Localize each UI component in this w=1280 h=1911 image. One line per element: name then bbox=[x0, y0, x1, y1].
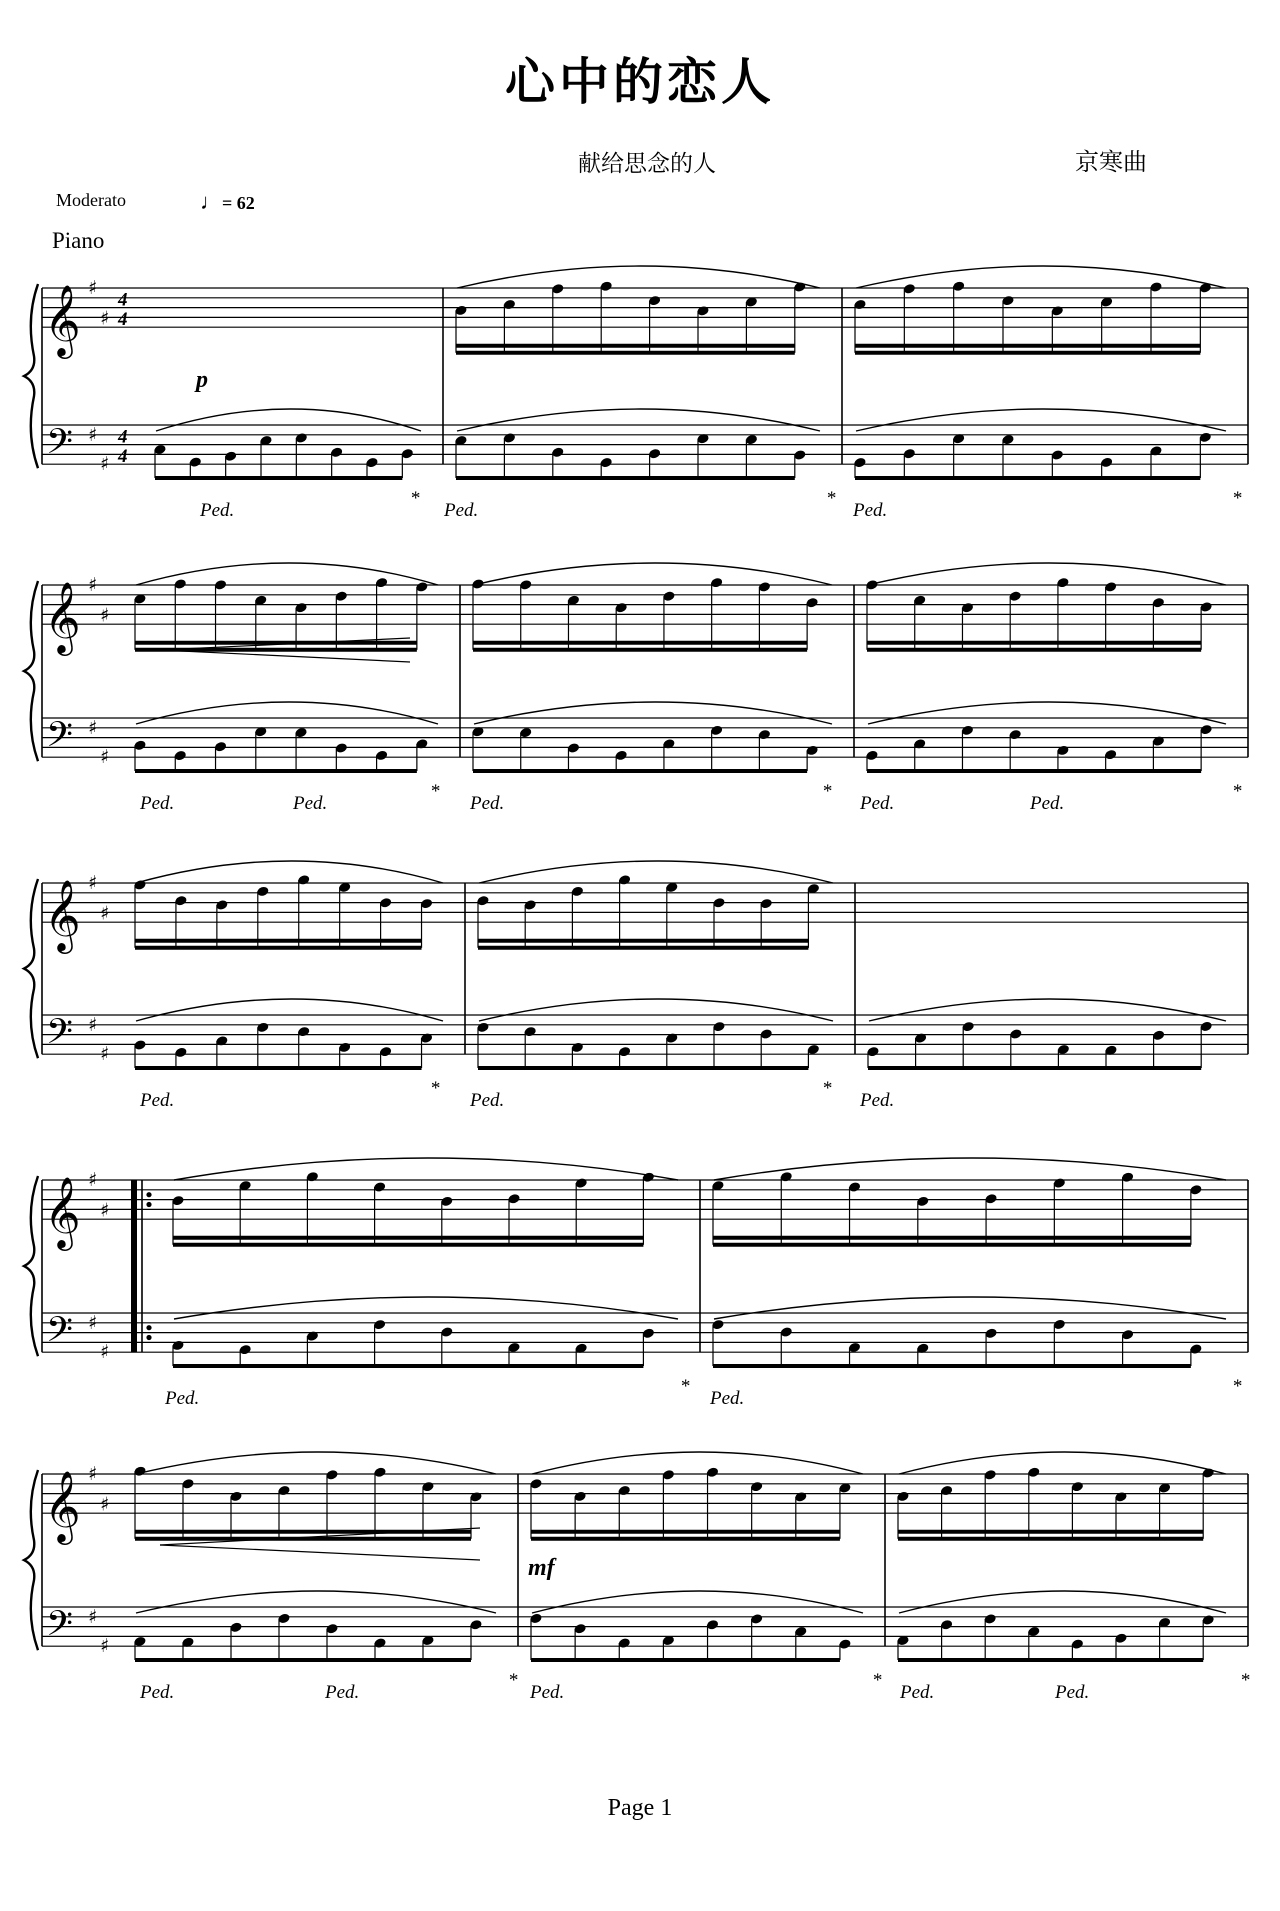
sharp-icon: ♯ bbox=[100, 307, 110, 330]
treble-clef-icon: 𝄞 bbox=[44, 878, 81, 952]
pedal-down-mark: Ped. bbox=[530, 1682, 565, 1704]
pedal-down-mark: Ped. bbox=[444, 500, 479, 522]
pedal-down-mark: Ped. bbox=[325, 1682, 360, 1704]
bass-clef-icon: 𝄢 bbox=[46, 1309, 74, 1359]
sharp-icon: ♯ bbox=[88, 716, 98, 739]
sharp-icon: ♯ bbox=[88, 872, 98, 894]
pedal-down-mark: Ped. bbox=[293, 793, 328, 815]
dedication: 献给思念的人 bbox=[578, 151, 716, 177]
pedal-down-mark: Ped. bbox=[200, 500, 235, 522]
pedal-up-mark: * bbox=[1232, 488, 1242, 510]
pedal-up-mark: * bbox=[822, 781, 832, 803]
pedal-down-mark: Ped. bbox=[140, 1090, 175, 1112]
pedal-down-mark: Ped. bbox=[1030, 793, 1065, 815]
sharp-icon: ♯ bbox=[100, 453, 110, 476]
grand-staff-brace bbox=[24, 1176, 38, 1356]
sharp-icon: ♯ bbox=[88, 1463, 98, 1485]
metronome-mark: ♩= 62 bbox=[200, 189, 255, 214]
sharp-icon: ♯ bbox=[100, 1341, 110, 1364]
quarter-rest-icon: 𝄽 bbox=[600, 298, 601, 299]
pedal-up-mark: * bbox=[430, 781, 440, 803]
grand-staff-brace bbox=[24, 1470, 38, 1650]
pedal-up-mark: * bbox=[430, 1078, 440, 1100]
bass-clef-icon: 𝄢 bbox=[46, 421, 74, 471]
sharp-icon: ♯ bbox=[100, 902, 110, 925]
treble-clef-icon: 𝄞 bbox=[44, 580, 81, 654]
repeat-dot bbox=[146, 1325, 151, 1330]
instrument-name: Piano bbox=[52, 228, 105, 253]
phrase-slur bbox=[868, 702, 1226, 724]
sharp-icon: ♯ bbox=[100, 1493, 110, 1516]
treble-time-top: 4 bbox=[118, 289, 128, 311]
pedal-up-mark: * bbox=[508, 1670, 518, 1692]
pedal-down-mark: Ped. bbox=[140, 793, 175, 815]
sharp-icon: ♯ bbox=[88, 1605, 98, 1628]
pedal-up-mark: * bbox=[1232, 781, 1242, 803]
grand-staff-brace bbox=[24, 284, 38, 468]
sharp-icon: ♯ bbox=[88, 1311, 98, 1334]
sharp-icon: ♯ bbox=[88, 1169, 98, 1191]
pedal-up-mark: * bbox=[680, 1376, 690, 1398]
phrase-slur bbox=[474, 702, 832, 724]
quarter-note-icon: ♩ bbox=[200, 189, 222, 214]
treble-time-bottom: 4 bbox=[118, 309, 128, 331]
repeat-dot bbox=[146, 1202, 151, 1207]
sharp-icon: ♯ bbox=[88, 1013, 98, 1036]
treble-clef-icon: 𝄞 bbox=[44, 1175, 81, 1249]
pedal-up-mark: * bbox=[822, 1078, 832, 1100]
phrase-slur bbox=[532, 1591, 863, 1613]
pedal-down-mark: Ped. bbox=[470, 793, 505, 815]
sharp-icon: ♯ bbox=[100, 604, 110, 627]
pedal-down-mark: Ped. bbox=[140, 1682, 175, 1704]
bass-time-bottom: 4 bbox=[118, 446, 128, 468]
phrase-slur bbox=[174, 1297, 678, 1319]
phrase-slur bbox=[174, 1158, 678, 1180]
pedal-down-mark: Ped. bbox=[165, 1388, 200, 1410]
phrase-slur bbox=[136, 861, 443, 883]
dynamic-mezzo-forte: mf bbox=[528, 1555, 555, 1581]
bass-clef-icon: 𝄢 bbox=[46, 1011, 74, 1061]
phrase-slur bbox=[714, 1297, 1226, 1319]
phrase-slur bbox=[868, 563, 1226, 585]
pedal-down-mark: Ped. bbox=[1055, 1682, 1090, 1704]
phrase-slur bbox=[136, 702, 438, 724]
bass-time-top: 4 bbox=[118, 426, 128, 448]
phrase-slur bbox=[457, 409, 820, 431]
pedal-up-mark: * bbox=[872, 1670, 882, 1692]
pedal-down-mark: Ped. bbox=[853, 500, 888, 522]
sharp-icon: ♯ bbox=[100, 746, 110, 769]
phrase-slur bbox=[899, 1452, 1226, 1474]
tempo-marking: Moderato bbox=[56, 190, 126, 210]
sharp-icon: ♯ bbox=[88, 277, 98, 299]
bass-clef-icon: 𝄢 bbox=[46, 1603, 74, 1653]
phrase-slur bbox=[136, 999, 443, 1021]
sharp-icon: ♯ bbox=[100, 1199, 110, 1222]
pedal-up-mark: * bbox=[1240, 1670, 1250, 1692]
page-number: Page 1 bbox=[607, 1795, 673, 1821]
sharp-icon: ♯ bbox=[88, 423, 98, 446]
pedal-down-mark: Ped. bbox=[860, 793, 895, 815]
pedal-down-mark: Ped. bbox=[900, 1682, 935, 1704]
treble-clef-icon: 𝄞 bbox=[44, 283, 81, 357]
phrase-slur bbox=[479, 999, 833, 1021]
phrase-slur bbox=[457, 266, 820, 288]
pedal-down-mark: Ped. bbox=[470, 1090, 505, 1112]
phrase-slur bbox=[856, 409, 1226, 431]
phrase-slur bbox=[156, 409, 421, 431]
repeat-dot bbox=[146, 1335, 151, 1340]
dynamic-piano: p bbox=[196, 367, 208, 393]
phrase-slur bbox=[899, 1591, 1226, 1613]
phrase-slur bbox=[532, 1452, 863, 1474]
phrase-slur bbox=[479, 861, 833, 883]
pedal-up-mark: * bbox=[826, 488, 836, 510]
phrase-slur bbox=[869, 999, 1226, 1021]
pedal-up-mark: * bbox=[410, 488, 420, 510]
repeat-dot bbox=[146, 1192, 151, 1197]
phrase-slur bbox=[136, 1452, 496, 1474]
pedal-down-mark: Ped. bbox=[860, 1090, 895, 1112]
crescendo-hairpin bbox=[160, 1545, 480, 1560]
treble-clef-icon: 𝄞 bbox=[44, 1469, 81, 1543]
grand-staff-brace bbox=[24, 581, 38, 761]
composer: 京寒曲 bbox=[1075, 148, 1147, 176]
sharp-icon: ♯ bbox=[100, 1043, 110, 1066]
score-title: 心中的恋人 bbox=[505, 53, 775, 111]
phrase-slur bbox=[136, 1591, 496, 1613]
pedal-up-mark: * bbox=[1232, 1376, 1242, 1398]
sharp-icon: ♯ bbox=[88, 574, 98, 596]
sharp-icon: ♯ bbox=[100, 1635, 110, 1658]
pedal-down-mark: Ped. bbox=[710, 1388, 745, 1410]
bass-clef-icon: 𝄢 bbox=[46, 714, 74, 764]
grand-staff-brace bbox=[24, 879, 38, 1058]
